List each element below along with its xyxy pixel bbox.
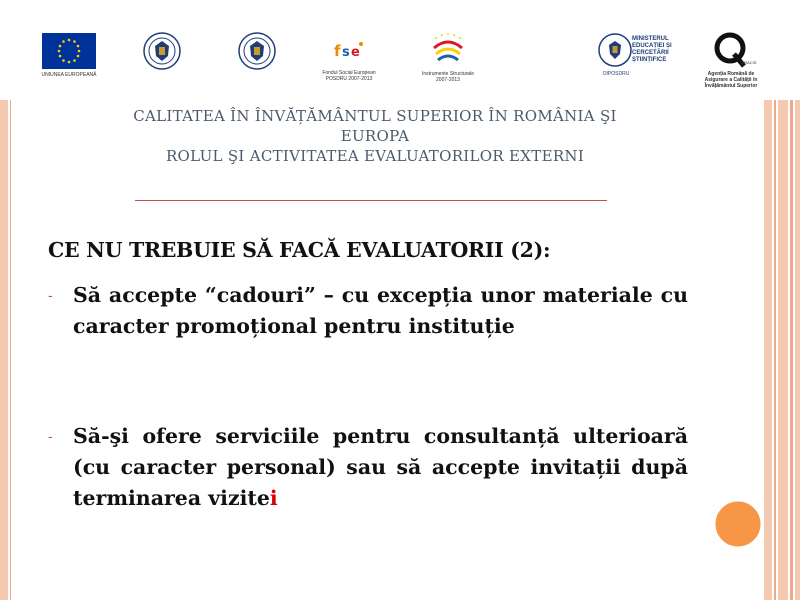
svg-text:f: f	[334, 42, 341, 60]
bullet-text-main: Să-şi ofere serviciile pentru consultanță ulterioară (cu caracter personal) sau să accepte invitații după terminarea vizite	[73, 424, 688, 510]
bullet-dash: -	[48, 428, 53, 444]
bullet-item-2	[48, 421, 688, 514]
bullet-dash: -	[48, 287, 53, 303]
fse-caption: Fondul Social European POSDRU 2007-2013	[322, 70, 376, 82]
bullet-text	[73, 421, 688, 514]
decorative-circle	[712, 498, 764, 550]
svg-text:e: e	[351, 45, 360, 60]
bullet-text: Să accepte “cadouri” – cu excepția unor materiale cu caracter promoțional pentru instituție	[73, 283, 688, 338]
svg-text:s: s	[342, 45, 350, 60]
title-line-1: CALITATEA ÎN ÎNVĂȚĂMÂNTUL SUPERIOR ÎN ROMÂNIA ŞI	[133, 107, 617, 125]
aracis-small-caption: ARACIS	[741, 60, 757, 65]
logo-strip	[0, 0, 800, 100]
oiposdru-caption: OIPOSDRU	[602, 71, 630, 77]
right-stripe-1	[764, 100, 772, 600]
government-emblem-logo	[143, 32, 181, 74]
left-outer-stripe	[0, 100, 8, 600]
left-inner-stripe	[10, 100, 11, 600]
ministry-caption: MINISTERUL EDUCAȚIEI ȘI CERCETĂRII ȘTIINȚIFICE	[632, 36, 672, 63]
structural-instruments-caption: Instrumente Structurale 2007-2013	[422, 71, 474, 83]
ministry-education-logo	[598, 33, 632, 71]
eu-caption: UNIUNEA EUROPEANĂ	[41, 72, 97, 78]
title-line-2: EUROPA	[340, 127, 410, 145]
title-line-3: ROLUL ŞI ACTIVITATEA EVALUATORILOR EXTERNI	[165, 147, 585, 165]
eu-flag-logo	[42, 33, 96, 73]
right-stripe-5	[795, 100, 800, 600]
aracis-caption: Agenția Română de Asigurare a Calității în Învățământul Superior	[704, 71, 758, 89]
bullet-item-1	[48, 280, 688, 342]
ministry-emblem-logo	[238, 32, 276, 74]
right-stripe-3	[778, 100, 788, 600]
right-stripe-4	[790, 100, 793, 600]
fse-logo	[331, 36, 367, 70]
structural-instruments-logo	[428, 32, 468, 72]
slide-title	[60, 106, 690, 166]
right-stripe-2	[774, 100, 776, 600]
bullet-text-red-letter: i	[269, 486, 278, 510]
title-underline	[135, 200, 607, 201]
slide-heading: CE NU TREBUIE SĂ FACĂ EVALUATORII (2):	[48, 238, 551, 262]
aracis-logo	[710, 30, 750, 74]
